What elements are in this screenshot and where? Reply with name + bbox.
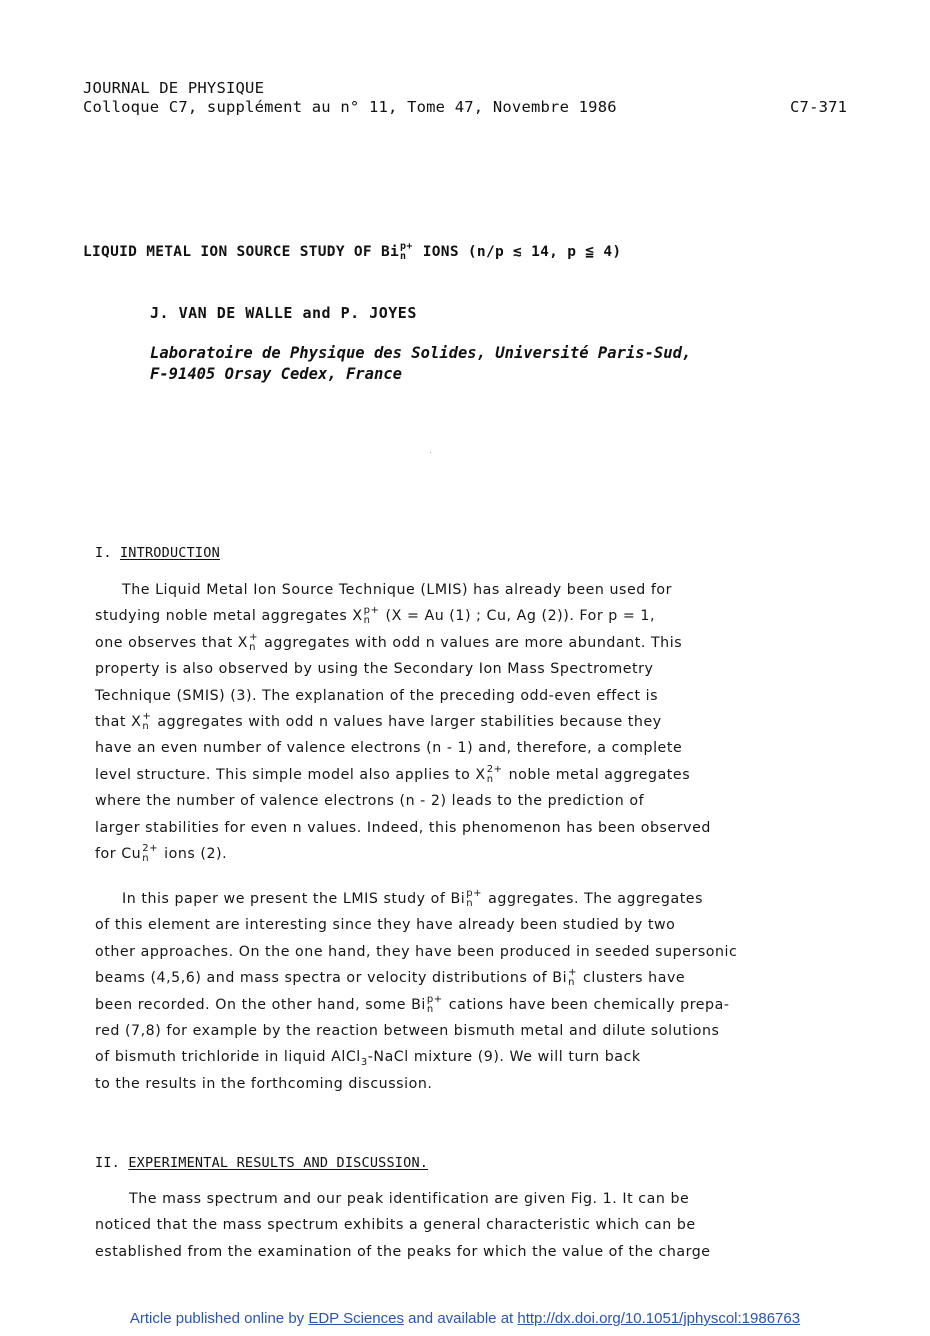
footer-prefix: Article published online by (129, 1310, 309, 1327)
text-line: level structure. This simple model also applies to X 2+ n noble metal aggregates (95, 763, 691, 785)
scan-speck (430, 452, 431, 453)
text-line: property is also observed by using the Secondary Ion Mass Spectrometry (95, 661, 654, 678)
text-line: In this paper we present the LMIS study of Bi p+ n aggregates. The aggregates (122, 888, 704, 909)
results-paragraph-1 (95, 1186, 825, 1265)
authors: J. VAN DE WALLE and P. JOYES (150, 304, 417, 322)
text-line: of this element are interesting since they have already been studied by two (95, 917, 676, 934)
section-2-title: EXPERIMENTAL RESULTS AND DISCUSSION. (128, 1155, 429, 1171)
section-2-heading (95, 1155, 428, 1171)
intro-paragraph-1 (95, 577, 825, 867)
doi-link[interactable]: http://dx.doi.org/10.1051/jphyscol:1986763 (517, 1310, 801, 1327)
colloque-line: Colloque C7, supplément au n° 11, Tome 47, Novembre 1986 (83, 98, 617, 116)
title-suffix: IONS (n/p ≲ 14, p ≦ 4) (413, 244, 622, 260)
text-line: for Cu 2+ n ions (2). (95, 842, 228, 864)
edp-sciences-link[interactable]: EDP Sciences (308, 1310, 404, 1327)
text-line: red (7,8) for example by the reaction between bismuth metal and dilute solutions (95, 1022, 720, 1039)
title-sup: p+ (400, 241, 413, 252)
paper-title (83, 242, 621, 262)
journal-name: JOURNAL DE PHYSIQUE (83, 79, 265, 97)
section-2-number: II. (95, 1155, 120, 1171)
affiliation-line-1: Laboratoire de Physique des Solides, Université Paris-Sud, (150, 344, 692, 362)
intro-paragraph-2 (95, 886, 825, 1097)
section-1-number: I. (95, 545, 112, 561)
text-line: other approaches. On the one hand, they have been produced in seeded supersonic (95, 943, 738, 960)
text-line: beams (4,5,6) and mass spectra or velocity distributions of Bi + n clusters have (95, 967, 686, 989)
footer-middle: and available at (403, 1310, 518, 1327)
page-code: C7-371 (790, 98, 848, 116)
text-line: established from the examination of the peaks for which the value of the charge (95, 1243, 711, 1260)
text-line: of bismuth trichloride in liquid AlCl$_3$-NaCl mixture (9). We will turn back (95, 1049, 641, 1069)
text-line: where the number of valence electrons (n - 2) leads to the prediction of (95, 793, 645, 810)
text-line: been recorded. On the other hand, some Bi p+ n cations have been chemically prepa- (95, 993, 730, 1015)
text-line: Technique (SMIS) (3). The explanation of the preceding odd-even effect is (95, 687, 659, 704)
text-line: to the results in the forthcoming discussion. (95, 1075, 433, 1092)
text-line: noticed that the mass spectrum exhibits a general characteristic which can be (95, 1217, 696, 1234)
affiliation (150, 343, 691, 385)
section-1-title: INTRODUCTION (119, 545, 220, 561)
text-line: The mass spectrum and our peak identification are given Fig. 1. It can be (129, 1191, 690, 1207)
affiliation-line-2: F-91405 Orsay Cedex, France (150, 365, 402, 383)
title-prefix: LIQUID METAL ION SOURCE STUDY OF Bi (83, 244, 400, 260)
text-line: larger stabilities for even n values. Indeed, this phenomenon has been observed (95, 819, 711, 836)
text-line: The Liquid Metal Ion Source Technique (LMIS) has already been used for (122, 582, 673, 598)
text-line: that X + n aggregates with odd n values have larger stabilities because they (95, 710, 662, 732)
text-line: have an even number of valence electrons (n - 1) and, therefore, a complete (95, 740, 683, 757)
section-1-heading (95, 545, 220, 561)
text-line: one observes that X + n aggregates with odd n values are more abundant. This (95, 631, 683, 653)
title-sub: n (400, 251, 407, 262)
publication-footer (0, 1310, 930, 1327)
text-line: studying noble metal aggregates X p+ n (X = Au (1) ; Cu, Ag (2)). For p = 1, (95, 605, 656, 627)
